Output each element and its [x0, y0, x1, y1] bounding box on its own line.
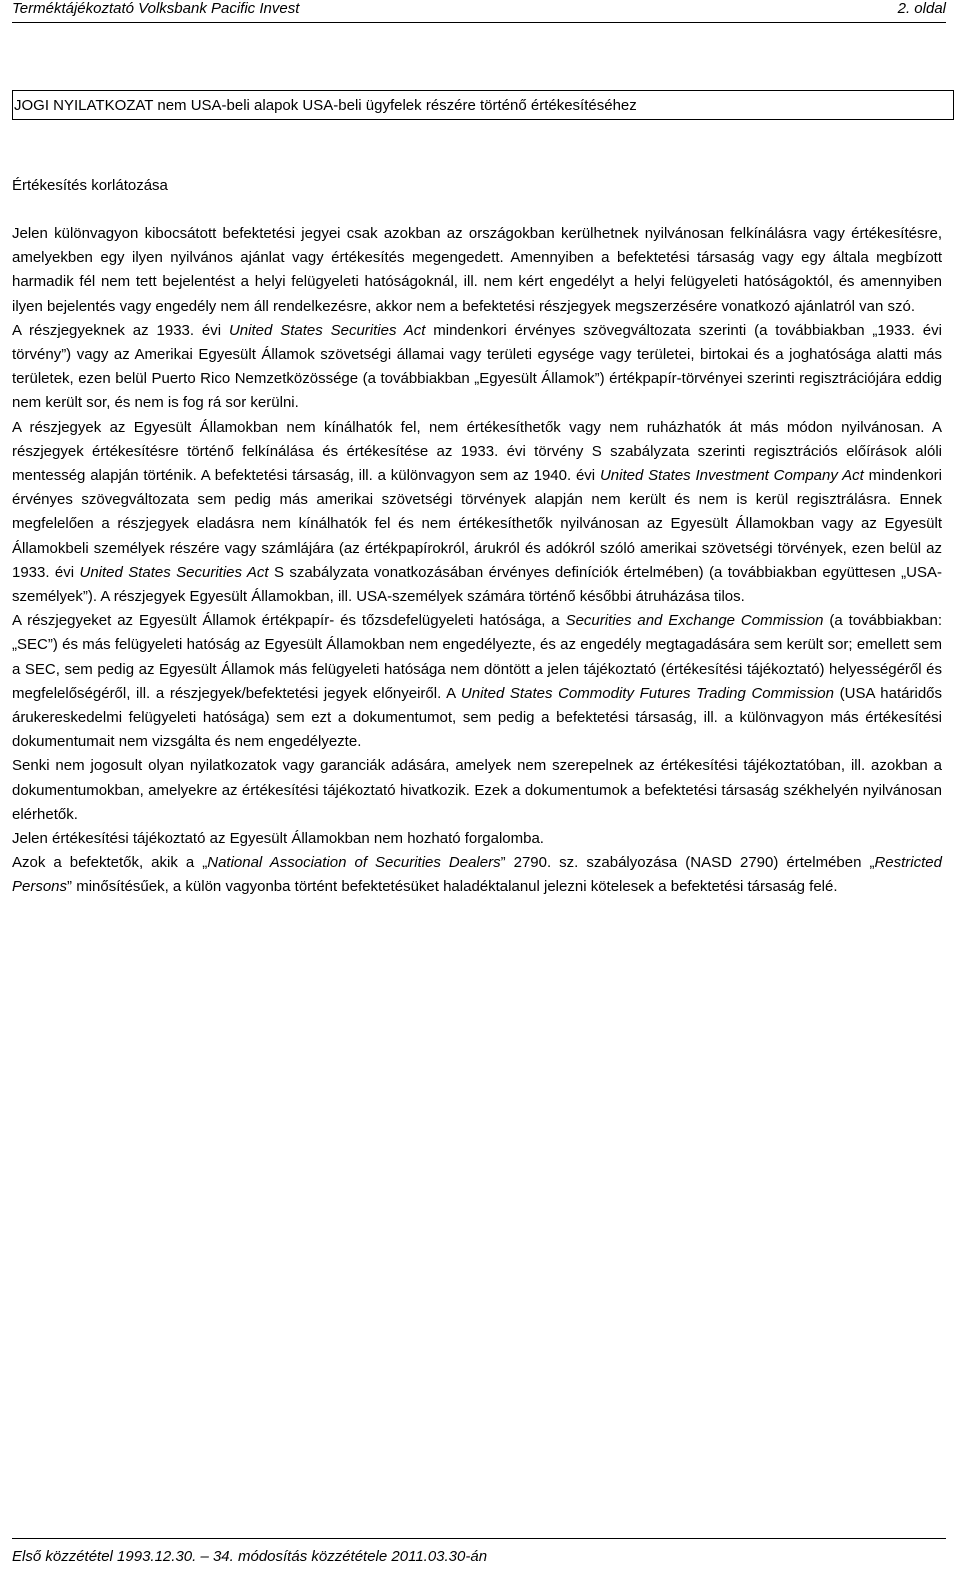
paragraph-securities-act — [12, 319, 942, 416]
paragraph-nasd — [12, 851, 942, 899]
text-run: ” 2790. sz. szabályozása (NASD 2790) értelmében „ — [500, 854, 875, 872]
italic-run: Securities and Exchange Commission — [565, 612, 824, 630]
text-run: (a továbbiakban: „SEC”) és más felügyeleti hatóság az Egyesült Államokban nem engedélyezte, és az engedély megtagadására sem került sor; emellett sem a SEC, sem pedig az Egyesült Államok más felügyeleti hatósága nem döntött a jelen tájékoztató (értékesítési tájékoztató) helyességéről és megfelelőségéről, ill. a részjegyek/befektetési jegyek előnyeiről. A — [12, 612, 943, 702]
paragraph-us-offering — [12, 416, 942, 610]
publication-info: Első közzététel 1993.12.30. – 34. módosítás közzététele 2011.03.30-án — [12, 1548, 488, 1565]
italic-run: National Association of Securities Dealers — [207, 854, 501, 872]
paragraph-sales-restriction: Jelen különvagyon kibocsátott befektetési jegyei csak azokban az országokban kerülhetnek nyilvánosan felkínálásra vagy értékesítésre, amelyekben egy ilyen nyilvános ajánlat vagy értékesítés megengedett. Amennyiben a befektetési társaság vagy egy általa megbízott harmadik fél nem tett bejelentést a helyi felügyeleti hatóságoknál, ill. nem kért engedélyt a helyi felügyeleti hatóságoktól, és amennyiben ilyen bejelentés vagy engedély nem áll rendelkezésre, akkor nem a befektetési részjegyek megszerzésére vonatkozó ajánlatról van szó. — [12, 225, 942, 315]
paragraph-no-representations: Senki nem jogosult olyan nyilatkozatok vagy garanciák adására, amelyek nem szerepelnek az értékesítési tájékoztatóban, ill. azokban a dokumentumokban, amelyekre az értékesítési tájékoztató hivatkozik. Ezek a dokumentumok a befektetési társaság székhelyén nyilvánosan elérhetők. — [12, 757, 942, 823]
page-footer — [12, 1538, 946, 1566]
section-heading: Értékesítés korlátozása — [12, 177, 168, 194]
italic-run: United States Investment Company Act — [599, 467, 864, 485]
italic-run: Restricted Persons — [12, 854, 942, 896]
text-run: A részjegyeknek az 1933. évi — [12, 321, 229, 339]
page-number: 2. oldal — [897, 0, 946, 17]
text-run: ” minősítésűek, a külön vagyonba történt befektetésüket haladéktalanul jelezni kötelesek a befektetési társaság felé. — [67, 878, 838, 896]
page-header — [12, 0, 946, 23]
italic-run: United States Securities Act — [228, 321, 426, 339]
legal-notice-title: JOGI NYILATKOZAT nem USA-beli alapok USA-beli ügyfelek részére történő értékesítéséhez — [12, 90, 954, 120]
text-run: mindenkori érvényes szövegváltozata sem pedig más amerikai szövetségi törvények alapján nem került és nem is kerül regisztrálásra. Ennek megfelelően a részjegyek eladásra nem kínálhatók fel és nem értékesíthetők nyilvánosan az Egyesült Államokban vagy az Egyesült Államokbeli személyek részére vagy számlájára (az értékpapírokról, árukról és adókról szóló amerikai szövetségi törvények, ezen belül az 1933. évi — [12, 467, 942, 581]
italic-run: United States Commodity Futures Trading Commission — [460, 684, 834, 702]
text-run: mindenkori érvényes szövegváltozata szerinti (a továbbiakban „1933. évi törvény”) vagy az Amerikai Egyesült Államok szövetségi államai vagy területi egysége vagy területei, birtokai és a joghatósága alatti más területek, ezen belül Puerto Rico Nemzetközössége (a továbbiakban „Egyesült Államok”) értékpapír-törvényei szerinti regisztrációjára eddig nem került sor, és nem is fog rá sor kerülni. — [12, 321, 942, 412]
text-run: (USA határidős árukereskedelmi felügyeleti hatósága) sem ezt a dokumentumot, sem pedig a befektetési társaság, ill. a különvagyon más értékesítési dokumentumait nem vizsgálta és nem engedélyezte. — [12, 684, 943, 751]
paragraph-sec — [12, 609, 942, 754]
text-run: Azok a befektetők, akik a „ — [12, 854, 208, 872]
text-run: S szabályzata vonatkozásában érvényes definíciók értelmében) (a továbbiakban együttesen „USA-személyek”). A részjegyek Egyesült Államokban, ill. USA-személyek számára történő későbbi átruházása tilos. — [12, 563, 942, 606]
body-text — [12, 222, 942, 900]
text-run: A részjegyek az Egyesült Államokban nem kínálhatók fel, nem értékesíthetők vagy nem ruházhatók át más módon nyilvánosan. A részjegyek értékesítésre történő felkínálása és értékesítése az 1933. évi törvény S szabályzata szerinti regisztrációs előírások alóli mentesség alapján történik. A befektetési társaság, ill. a különvagyon sem az 1940. évi — [12, 418, 942, 485]
text-run: A részjegyeket az Egyesült Államok értékpapír- és tőzsdefelügyeleti hatósága, a — [12, 612, 566, 630]
italic-run: United States Securities Act — [79, 563, 269, 581]
paragraph-no-distribution: Jelen értékesítési tájékoztató az Egyesült Államokban nem hozható forgalomba. — [12, 830, 544, 848]
document-title: Terméktájékoztató Volksbank Pacific Invest — [12, 0, 300, 17]
